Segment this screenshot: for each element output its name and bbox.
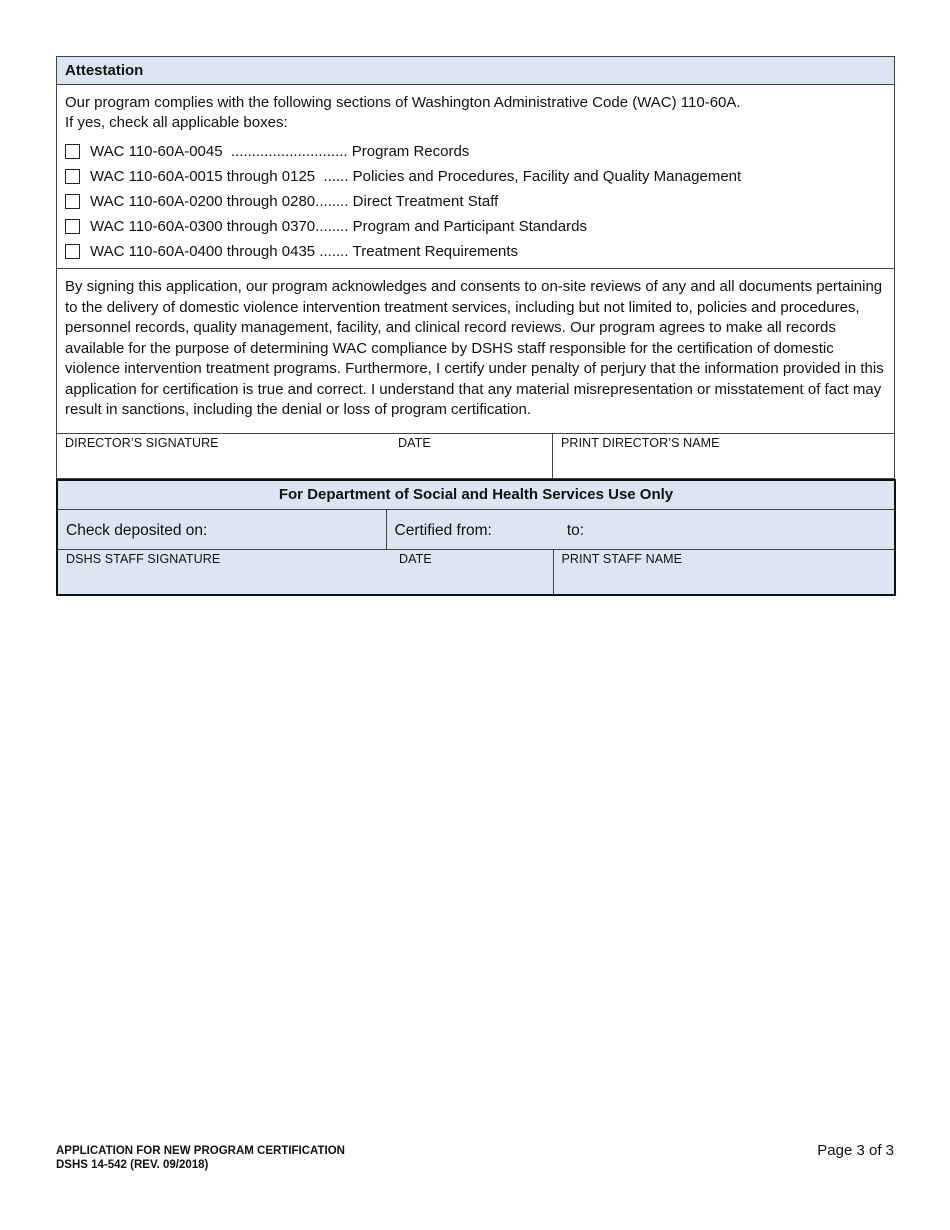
attestation-title: Attestation [65, 62, 144, 79]
checkbox-direct-treatment-staff[interactable] [65, 194, 80, 209]
wac-description: Treatment Requirements [352, 242, 519, 260]
compliance-instruction: If yes, check all applicable boxes: [65, 114, 288, 131]
director-date-label: DATE [398, 435, 431, 450]
wac-code: WAC 110-60A-0045 ............................ [90, 142, 352, 160]
form-number: DSHS 14-542 (REV. 09/2018) [56, 1159, 209, 1171]
page-number: Page 3 of 3 [817, 1142, 894, 1159]
check-deposited-field[interactable] [57, 509, 386, 549]
attestation-header [57, 57, 895, 85]
checkbox-policies-procedures[interactable] [65, 169, 80, 184]
form-footer [56, 1144, 345, 1172]
application-form [56, 56, 894, 596]
consent-paragraph: By signing this application, our program acknowledges and consents to on-site reviews of any and all documents pertaining to the delivery of domestic violence intervention treatment services, including but not limited to, policies and procedures, personnel records, quality management, facility, and clinical record reviews. Our program agrees to make all records available for the purpose of determining WAC compliance by DSHS staff responsible for the certification of domestic violence intervention treatment programs. Furthermore, I certify under penalty of perjury that the information provided in this application for certification is true and correct. I understand that any material misrepresentation or misstatement of fact may result in sanctions, including the denial or loss of program certification. [57, 269, 895, 434]
wac-description: Direct Treatment Staff [352, 192, 499, 210]
certified-dates-field[interactable] [386, 509, 895, 549]
wac-item-policies-procedures [65, 164, 886, 189]
director-name-label[interactable]: PRINT DIRECTOR’S NAME [553, 433, 895, 478]
staff-name-label[interactable]: PRINT STAFF NAME [553, 549, 895, 595]
wac-code: WAC 110-60A-0200 through 0280........ [90, 192, 353, 210]
staff-signature-label: DSHS STAFF SIGNATURE [66, 551, 221, 566]
wac-description: Program and Participant Standards [352, 217, 587, 235]
staff-date-label: DATE [399, 551, 432, 566]
form-title: APPLICATION FOR NEW PROGRAM CERTIFICATION [56, 1145, 345, 1157]
staff-signature-cell[interactable] [57, 549, 553, 595]
certified-to-label: to: [566, 521, 585, 539]
compliance-section [57, 85, 895, 269]
office-use-table [56, 479, 896, 596]
director-signature-label: DIRECTOR’S SIGNATURE [65, 435, 219, 450]
certified-from-label: Certified from: [394, 521, 492, 539]
wac-item-participant-standards [65, 214, 886, 239]
wac-item-treatment-requirements [65, 239, 886, 264]
checkbox-program-records[interactable] [65, 144, 80, 159]
director-signature-cell[interactable] [57, 433, 553, 478]
attestation-table [56, 56, 895, 479]
wac-description: Program Records [351, 142, 470, 160]
wac-code: WAC 110-60A-0015 through 0125 ...... [90, 167, 353, 185]
checkbox-treatment-requirements[interactable] [65, 244, 80, 259]
wac-description: Policies and Procedures, Facility and Quality Management [352, 167, 742, 185]
checkbox-participant-standards[interactable] [65, 219, 80, 234]
wac-item-program-records [65, 139, 886, 164]
compliance-intro: Our program complies with the following sections of Washington Administrative Code (WAC) 110-60A. [65, 94, 741, 111]
wac-code: WAC 110-60A-0300 through 0370........ [90, 217, 353, 235]
check-deposited-label: Check deposited on: [66, 521, 208, 539]
wac-item-direct-treatment-staff [65, 189, 886, 214]
office-use-header: For Department of Social and Health Services Use Only [57, 480, 895, 510]
wac-code: WAC 110-60A-0400 through 0435 ....... [90, 242, 353, 260]
